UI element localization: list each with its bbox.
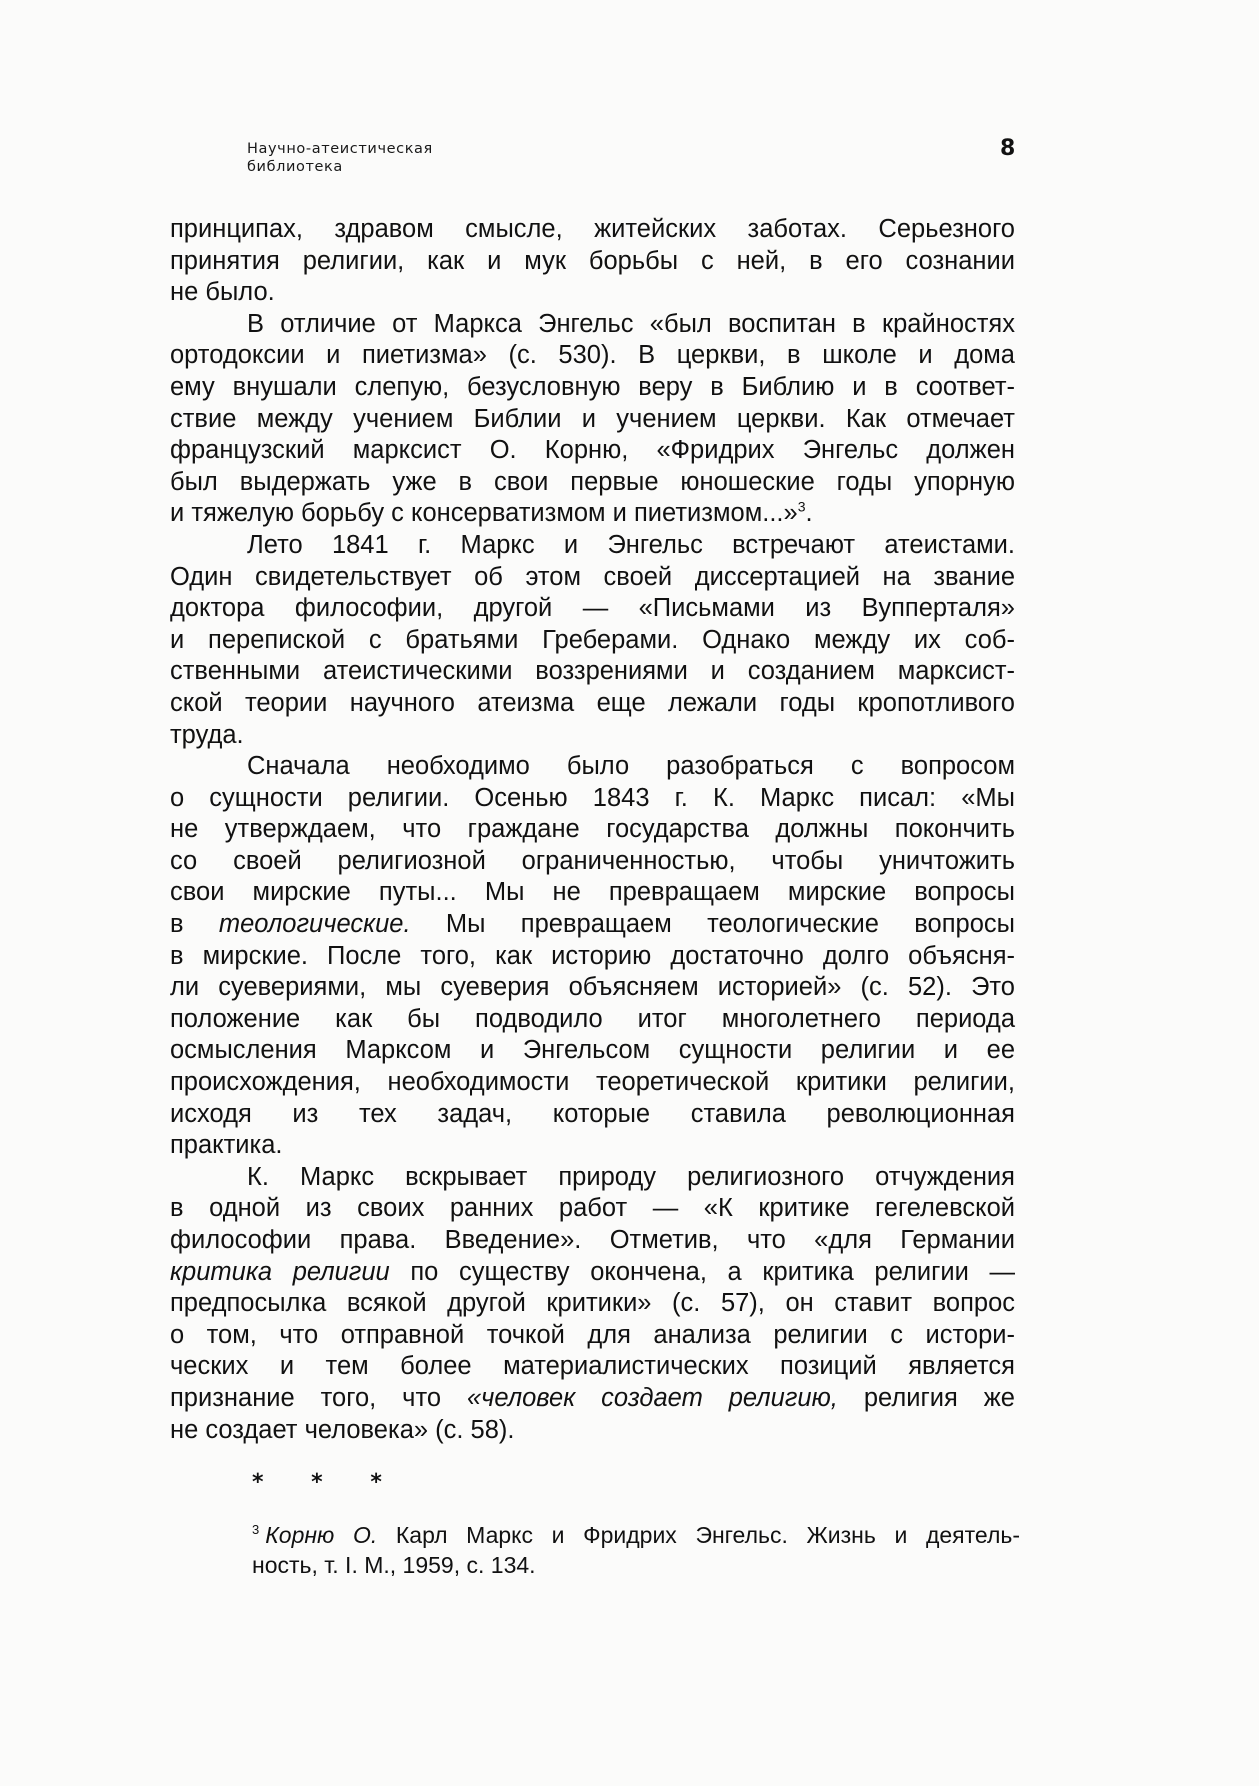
footnote-mark: 3: [252, 1522, 260, 1538]
text-line: в мирские. После того, как историю достаточно долго объясня-: [170, 941, 1015, 970]
page-number: 8: [1000, 136, 1016, 161]
text-line: предпосылка всякой другой критики» (с. 57), он ставит вопрос: [170, 1289, 1015, 1318]
text-line: о том, что отправной точкой для анализа религии с истори-: [170, 1320, 1015, 1349]
text-line: [170, 1383, 1015, 1415]
text-fragment: в: [170, 910, 184, 939]
text-line: философии права. Введение». Отметив, что «для Германии: [170, 1226, 1015, 1254]
text-line: в одной из своих ранних работ — «К критике гегелевской: [170, 1194, 1015, 1223]
text-line: ской теории научного атеизма еще лежали годы кропотливого: [170, 688, 1015, 717]
paragraph-1: [170, 214, 1015, 309]
text-line: свои мирские путы... Мы не превращаем мирские вопросы: [170, 878, 1015, 907]
main-text: [170, 214, 1015, 1446]
text-line: не утверждаем, что граждане государства должны покончить: [170, 815, 1015, 844]
text-line: со своей религиозной ограниченностью, чтобы уничтожить: [170, 846, 1015, 875]
text-line: не было.: [170, 278, 275, 307]
text-line: [170, 1257, 1015, 1289]
series-title-line-1: Научно-атеистическая: [247, 141, 433, 157]
text-line: положение как бы подводило итог многолетнего периода: [170, 1004, 1015, 1033]
series-title-line-2: библиотека: [247, 159, 343, 175]
paragraph-4: [170, 751, 1015, 1162]
text-line: принципах, здравом смысле, житейских заботах. Серьезного: [170, 215, 1015, 243]
text-line: ческих и тем более материалистических позиций является: [170, 1352, 1015, 1381]
text-line: В отличие от Маркса Энгельс «был воспитан в крайностях: [247, 309, 1015, 338]
text-line: исходя из тех задач, которые ставила революционная: [170, 1099, 1015, 1128]
text-fragment: по существу окончена, а критика религии —: [410, 1257, 1015, 1286]
italic-emphasis: критика религии: [170, 1257, 390, 1286]
text-fragment: Карл Маркс и Фридрих Энгельс. Жизнь и деятель-: [395, 1522, 1021, 1548]
text-line: ствие между учением Библии и учением церкви. Как отмечает: [170, 404, 1015, 433]
text-line: К. Маркс вскрывает природу религиозного отчуждения: [247, 1162, 1015, 1191]
text-line: Сначала необходимо было разобраться с вопросом: [247, 752, 1015, 781]
section-separator: * * *: [252, 1470, 402, 1495]
footnote: [252, 1520, 1020, 1580]
paragraph-3: [170, 530, 1015, 751]
text-line: был выдержать уже в свои первые юношеские годы упорную: [170, 467, 1015, 496]
text-line: [170, 909, 1015, 941]
paragraph-2: [170, 309, 1015, 530]
text-fragment: признание того, что: [170, 1383, 442, 1412]
text-line: практика.: [170, 1131, 283, 1160]
text-line: ортодоксии и пиетизма» (с. 530). В церкви, в школе и дома: [170, 341, 1015, 370]
text-fragment: Мы превращаем теологические вопросы: [445, 910, 1015, 939]
footnote-reference[interactable]: 3: [797, 498, 806, 515]
italic-emphasis: «человек создает религию,: [466, 1383, 838, 1412]
text-line: и перепиской с братьями Греберами. Однако между их соб-: [170, 625, 1015, 654]
footnote-line: [252, 1520, 1020, 1550]
footnote-line: ность, т. I. М., 1959, с. 134.: [252, 1552, 536, 1578]
footnote-author: Корню О.: [265, 1522, 378, 1548]
text-line: труда.: [170, 720, 244, 749]
text-line: не создает человека» (с. 58).: [170, 1415, 515, 1444]
running-head: [247, 140, 447, 176]
text-line: осмысления Марксом и Энгельсом сущности религии и ее: [170, 1036, 1015, 1065]
text-fragment: религия же: [863, 1383, 1015, 1412]
text-line: о сущности религии. Осенью 1843 г. К. Маркс писал: «Мы: [170, 783, 1015, 812]
paragraph-5: [170, 1162, 1015, 1446]
text-line: ему внушали слепую, безусловную веру в Библию и в соответ-: [170, 372, 1015, 401]
text-line: ственными атеистическими воззрениями и созданием марксист-: [170, 657, 1015, 686]
text-line: Лето 1841 г. Маркс и Энгельс встречают атеистами.: [247, 530, 1015, 559]
text-line: происхождения, необходимости теоретической критики религии,: [170, 1068, 1015, 1097]
text-fragment: и тяжелую борьбу с консерватизмом и пиетизмом...»: [170, 499, 798, 528]
text-fragment: .: [805, 499, 813, 528]
italic-emphasis: теологические.: [218, 910, 411, 939]
text-line: доктора философии, другой — «Письмами из Вупперталя»: [170, 594, 1015, 623]
text-line: французский марксист О. Корню, «Фридрих Энгельс должен: [170, 436, 1015, 465]
text-line: Один свидетельствует об этом своей диссертацией на звание: [170, 562, 1015, 591]
text-line: [170, 498, 1015, 530]
text-line: принятия религии, как и мук борьбы с ней, в его сознании: [170, 246, 1015, 275]
text-line: ли суевериями, мы суеверия объясняем историей» (с. 52). Это: [170, 973, 1015, 1002]
